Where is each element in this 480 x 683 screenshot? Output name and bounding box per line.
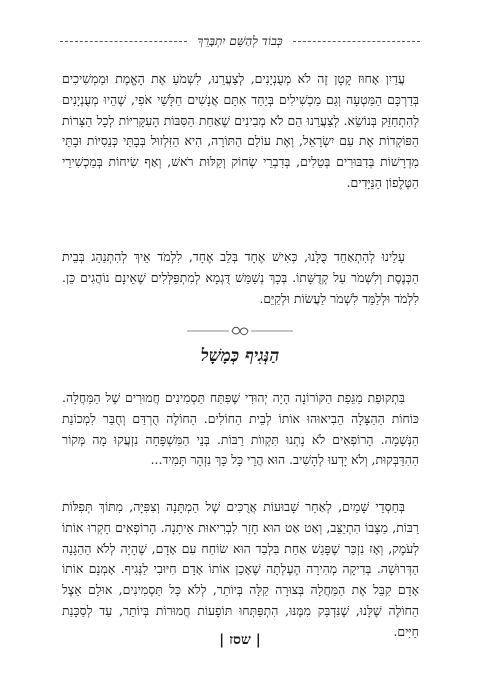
- paragraph-4: [62, 497, 419, 643]
- paragraph-4-text: בְּחַסְדֵי שָׁמַיִם, לְאַחַר שָׁבוּעוֹת אֲרֻכִּים שֶׁל הַמְתָּנָה וְצִפִּיָּה, מִתּוֹךְ תְּפִלּוֹת רַבּוֹת, מַצָּבוֹ הִתְיַצֵּב, וְאַט אַט הוּא חָזַר לִבְרִיאוּת אֵיתָנָה. הָרוֹפְאִים חָקְרוּ אוֹתוֹ לְעֹמֶק, וְאָז נִזְכַּר שֶׁפָּגַשׁ אַחַת בִּלְבַד הוּא שׂוֹחַח עִם אָדָם, שֶׁהָיָה לְלֹא הַהַגָּנָה הַדְּרוּשָׁה. בְּדִיקָה מְהִירָה הֶעֶלְתָה שֶׁאָכֵן אוֹתוֹ אָדָם חִיּוּבִי לַנְּגִיף. אָמְנָם אוֹתוֹ אָדָם קִבֵּל אֶת הַמַּחֲלָה בְּצוּרָה קַלָּה בְּיוֹתֵר, לְלֹא כָּל תַּסְמִינִים, אוּלָם אֵצֶל הַחוֹלֶה שֶׁלָּנוּ, שֶׁנִּדְבַּק מִמֶּנּוּ, הִתְפַּתְּחוּ תּוֹפָעוֹת חֲמוּרוֹת בְּיוֹתֵר, עַד לְסַכָּנַת חַיִּים.: [62, 499, 419, 639]
- header-rule-right: [293, 41, 420, 42]
- section-title: הַנְּגִיף כְּמָשָׁל: [200, 346, 280, 366]
- ornament-divider-icon: [185, 322, 295, 340]
- paragraph-3-text: בִּתְקוּפַת מַגֵּפַת הַקּוֹרוֹנָה הָיָה יְהוּדִי שֶׁפִּתַּח תַּסְמִינִים חֲמוּרִים שֶׁל הַמַּחֲלָה. כּוֹחוֹת הַהַצָּלָה הֵבִיאוּהוּ אוֹתוֹ לְבֵית הַחוֹלִים. הַחוֹלֶה הֻרְדַּם וְחֻבַּר לִמְכוֹנַת הַנְּשָׁמָה. הָרוֹפְאִים לֹא נָתְנוּ תִּקְווֹת רַבּוֹת. בְּנֵי הַמִּשְׁפָּחָה נִזְעֲקוּ מָה מְּקוֹר הַהִדַּבְּקוּת, וְלֹא יָדְעוּ לְהָשִׁיב. הוּא הֲרֵי כָּל כָּךְ נִזְהָר תָּמִיד...: [62, 390, 419, 468]
- running-header: [60, 30, 420, 52]
- paragraph-1: [62, 69, 419, 194]
- page-number: | שסז |: [219, 632, 261, 648]
- paragraph-2-text: עָלֵינוּ לְהִתְאַחֵד כֻּלָּנוּ, כְּאִישׁ אֶחָד בְּלֵב אֶחָד, לִלְמֹד אֵיךְ לְהִתְנַהֵג בְּבֵית הַכְּנֶסֶת וְלִשְׁמֹר עַל קְדֻשָּׁתוֹ. בְּכָךְ נְשַׁמֵּשׁ דֻּגְמָא לְמִתְפַּלְּלִים שֶׁאֵינָם נוֹהֲגִים כֵּן. לִלְמֹד וּלְלַמֵּד לִשְׁמֹר לַעֲשׂוֹת וּלְקַיֵּם.: [62, 249, 419, 306]
- header-rule-left: [60, 41, 187, 42]
- paragraph-3: [62, 388, 419, 471]
- paragraph-1-text: עֲדַיִן אָחוּז קָטָן זֶה לֹא מְעֻנְיָנִים, לְצַעֲרֵנוּ, לִשְׁמֹעַ אֶת הָאֱמֶת וּמַמְשִׁיכִים בְּדַרְכָּם הַמַּטְעָה וְגַם מַכְשִׁילִים בְּיַחַד אִתָּם אֲנָשִׁים חַלָּשֵׁי אֹפִי, שֶׁהֵיוּ מְעֻנְיָנִים לְהִתְחַזֵּק בְּנוֹשֵׂא. לְצַעֲרֵנוּ הֵם לֹא מְבִינִים שֶׁאַחַת הַסִּבּוֹת הָעִקָּרִיּוֹת לְכָל הַצָּרוֹת הַפּוֹקְדוֹת אֶת עַם יִשְׂרָאֵל, וְאֶת עוֹלַם הַתּוֹרָה, הִיא הַזִּלְזוּל בְּבָתֵּי כְּנֵסִיּוֹת וּבָתֵּי מִדְרָשׁוֹת בְּדִבּוּרִים בְּטֵלִים, בְּדִבְרֵי שְׂחוֹק וְקַלּוּת רֹאשׁ, וְאַף שִׂיחוֹת בְּמַכְשִׁירֵי הַטֶּלֶפוֹן הַנַּיָּדִים.: [62, 71, 419, 190]
- header-title: כְּבוֹד לְהַשֵּׁם יִתְבָּרֵךְ: [197, 33, 283, 48]
- paragraph-2: [62, 247, 419, 309]
